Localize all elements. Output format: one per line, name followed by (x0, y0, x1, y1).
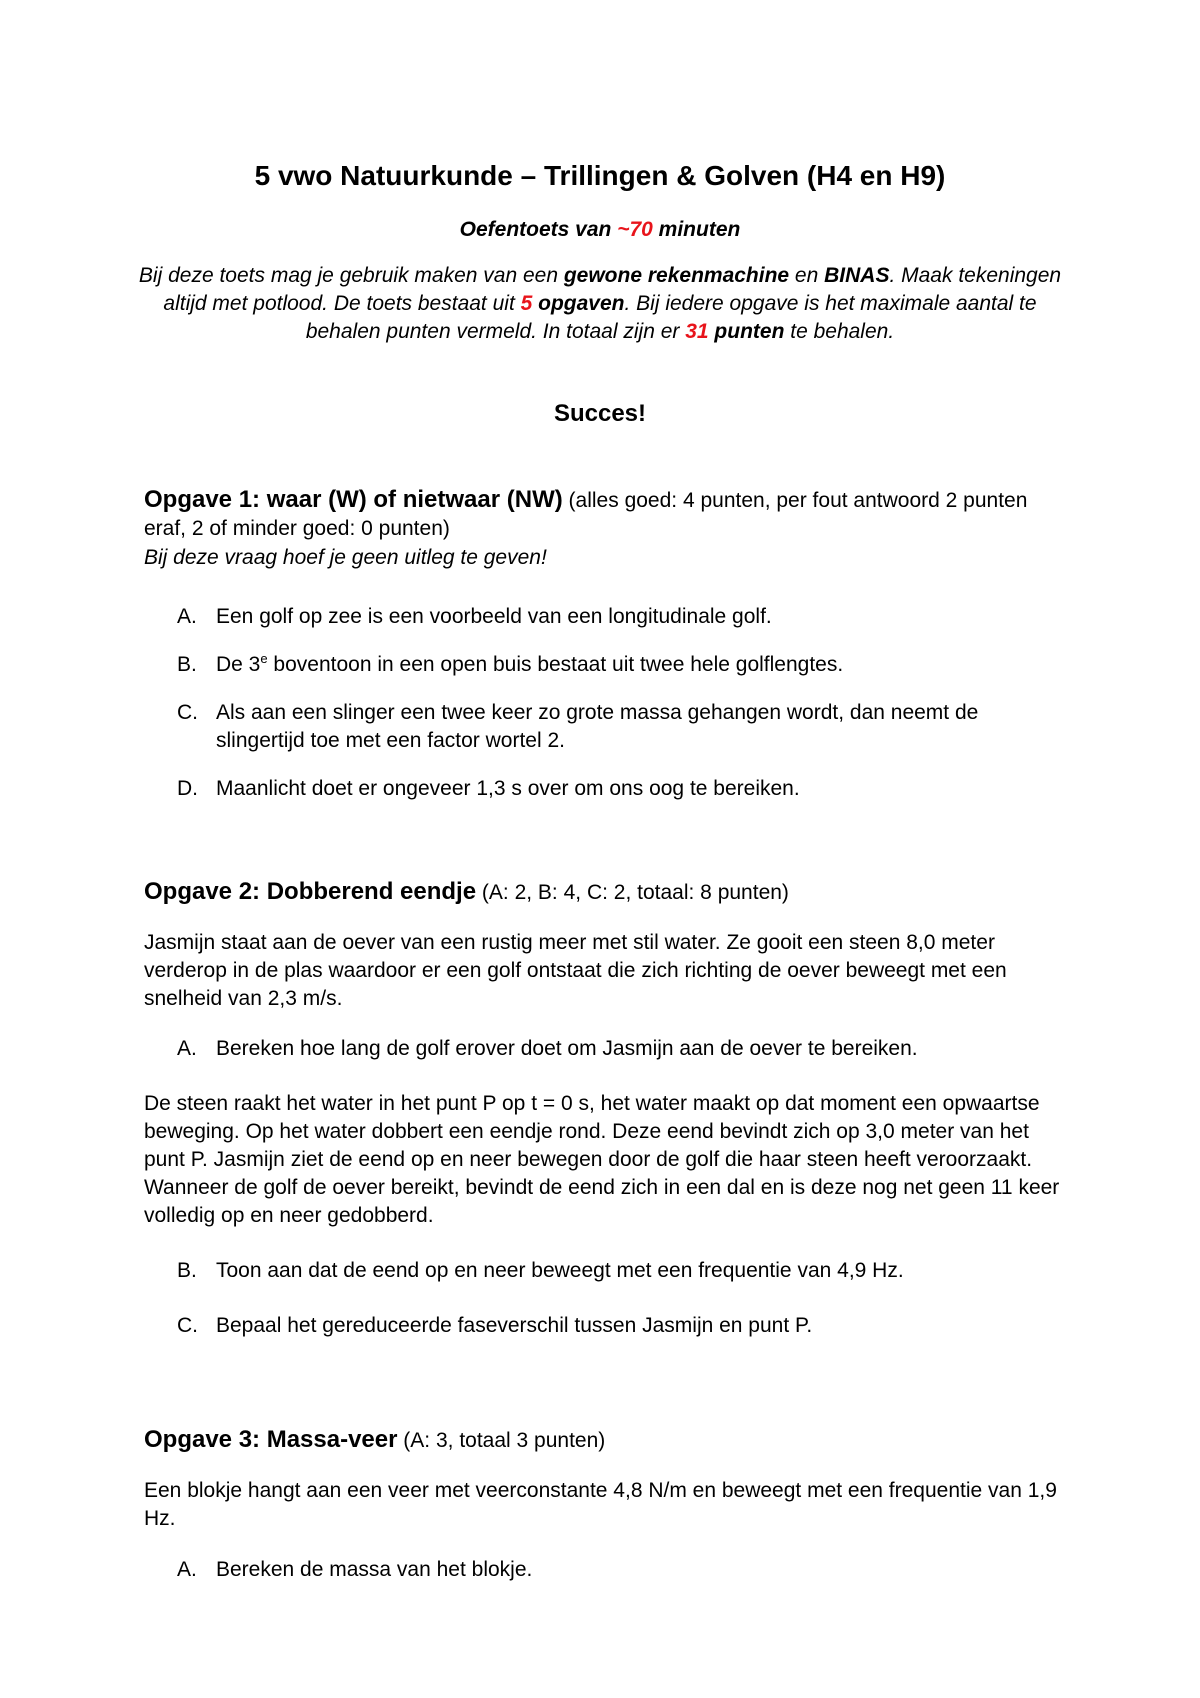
intro-text-3: . Maak tekeningen altijd met potlood. De toets bestaat uit (163, 264, 1062, 315)
opgave1-title: Opgave 1: waar (W) of nietwaar (NW) (144, 486, 563, 513)
item-letter: B. (177, 653, 197, 676)
item-text: Bepaal het gereduceerde faseverschil tussen Jasmijn en punt P. (216, 1314, 813, 1337)
succes-text: Succes! (553, 400, 647, 427)
opgave1-item-b (177, 651, 1057, 679)
item-text: Een golf op zee is een voorbeeld van een longitudinale golf. (216, 605, 772, 628)
opgave2-paragraph-1: Jasmijn staat aan de oever van een rustig meer met stil water. Ze gooit een steen 8,0 meter verderop in de plas waardoor er een golf ontstaat die zich richting de oever beweegt met een snelheid van 2,3 m/s. (144, 931, 1007, 1010)
intro-paragraph (130, 262, 1070, 346)
item-superscript: e (260, 651, 268, 666)
intro-text-1: Bij deze toets mag je gebruik maken van een (138, 264, 564, 287)
opgave2-title: Opgave 2: Dobberend eendje (144, 878, 477, 905)
item-text: Bereken de massa van het blokje. (216, 1558, 533, 1581)
subtitle-suffix: minuten (652, 218, 741, 241)
item-text: Maanlicht doet er ongeveer 1,3 s over om ons oog te bereiken. (216, 777, 800, 800)
item-text (216, 651, 1057, 679)
opgave2-heading (144, 878, 789, 907)
item-text: Toon aan dat de eend op en neer beweegt met een frequentie van 4,9 Hz. (216, 1259, 904, 1282)
intro-calculator: gewone rekenmachine (563, 264, 790, 287)
opgave1-points: (alles goed: 4 punten, per fout antwoord 2 punten eraf, 2 of minder goed: 0 punten) (144, 489, 1028, 540)
opgave1-item-a (177, 603, 1057, 631)
opgave1-note: Bij deze vraag hoef je geen uitleg te geven! (144, 546, 547, 569)
item-text: Bereken hoe lang de golf erover doet om Jasmijn aan de oever te bereiken. (216, 1037, 918, 1060)
opgave2-points: (A: 2, B: 4, C: 2, totaal: 8 punten) (476, 881, 789, 904)
opgave1-item-c (177, 699, 1057, 755)
item-letter: B. (177, 1259, 197, 1282)
opgave3-paragraph-1: Een blokje hangt aan een veer met veerconstante 4,8 N/m en beweegt met een frequentie van 1,9 Hz. (144, 1479, 1057, 1530)
item-text-pre: De 3 (216, 653, 261, 676)
opgave1-heading (144, 486, 1064, 543)
opgave3-points: (A: 3, totaal 3 punten) (397, 1429, 606, 1452)
item-text-post: boventoon in een open buis bestaat uit twee hele golflengtes. (267, 653, 844, 676)
intro-text-4: . Bij iedere opgave is het maximale aantal te behalen punten vermeld. In totaal zijn er (305, 292, 1037, 343)
item-text: Als aan een slinger een twee keer zo grote massa gehangen wordt, dan neemt de slingertijd toe met een factor wortel 2. (216, 701, 979, 752)
intro-opgaven-count: 5 (520, 292, 533, 315)
intro-opgaven-label: opgaven (532, 292, 625, 315)
item-letter: A. (177, 1558, 197, 1581)
intro-text-5: te behalen. (784, 320, 895, 343)
item-letter: C. (177, 701, 198, 724)
subtitle-minutes: ~70 (617, 218, 653, 241)
opgave2-item-c (177, 1312, 1057, 1340)
intro-binas: BINAS (824, 264, 890, 287)
subtitle-prefix: Oefentoets van (459, 218, 618, 241)
subtitle (0, 216, 1200, 244)
opgave3-heading (144, 1426, 605, 1455)
opgave3-title: Opgave 3: Massa-veer (144, 1426, 398, 1453)
item-letter: C. (177, 1314, 198, 1337)
opgave1-item-d (177, 775, 1057, 803)
intro-text-2: en (789, 264, 825, 287)
item-letter: A. (177, 1037, 197, 1060)
opgave3-item-a (177, 1556, 1057, 1584)
opgave2-item-a (177, 1035, 1057, 1063)
item-letter: A. (177, 605, 197, 628)
opgave2-item-b (177, 1257, 1057, 1285)
document-title: 5 vwo Natuurkunde – Trillingen & Golven (H4 en H9) (254, 160, 946, 191)
item-letter: D. (177, 777, 198, 800)
opgave2-paragraph-2: De steen raakt het water in het punt P op t = 0 s, het water maakt op dat moment een opwaartse beweging. Op het water dobbert een eendje rond. Deze eend bevindt zich op 3,0 meter van het punt P. Jasmijn ziet de eend op en neer bewegen door de golf die haar steen heeft veroorzaakt. Wanneer de golf de oever bereikt, bevindt de eend zich in een dal en is deze nog net geen 11 keer volledig op en neer gedobberd. (144, 1092, 1060, 1227)
intro-punten-label: punten (708, 320, 785, 343)
intro-punten-count: 31 (685, 320, 709, 343)
